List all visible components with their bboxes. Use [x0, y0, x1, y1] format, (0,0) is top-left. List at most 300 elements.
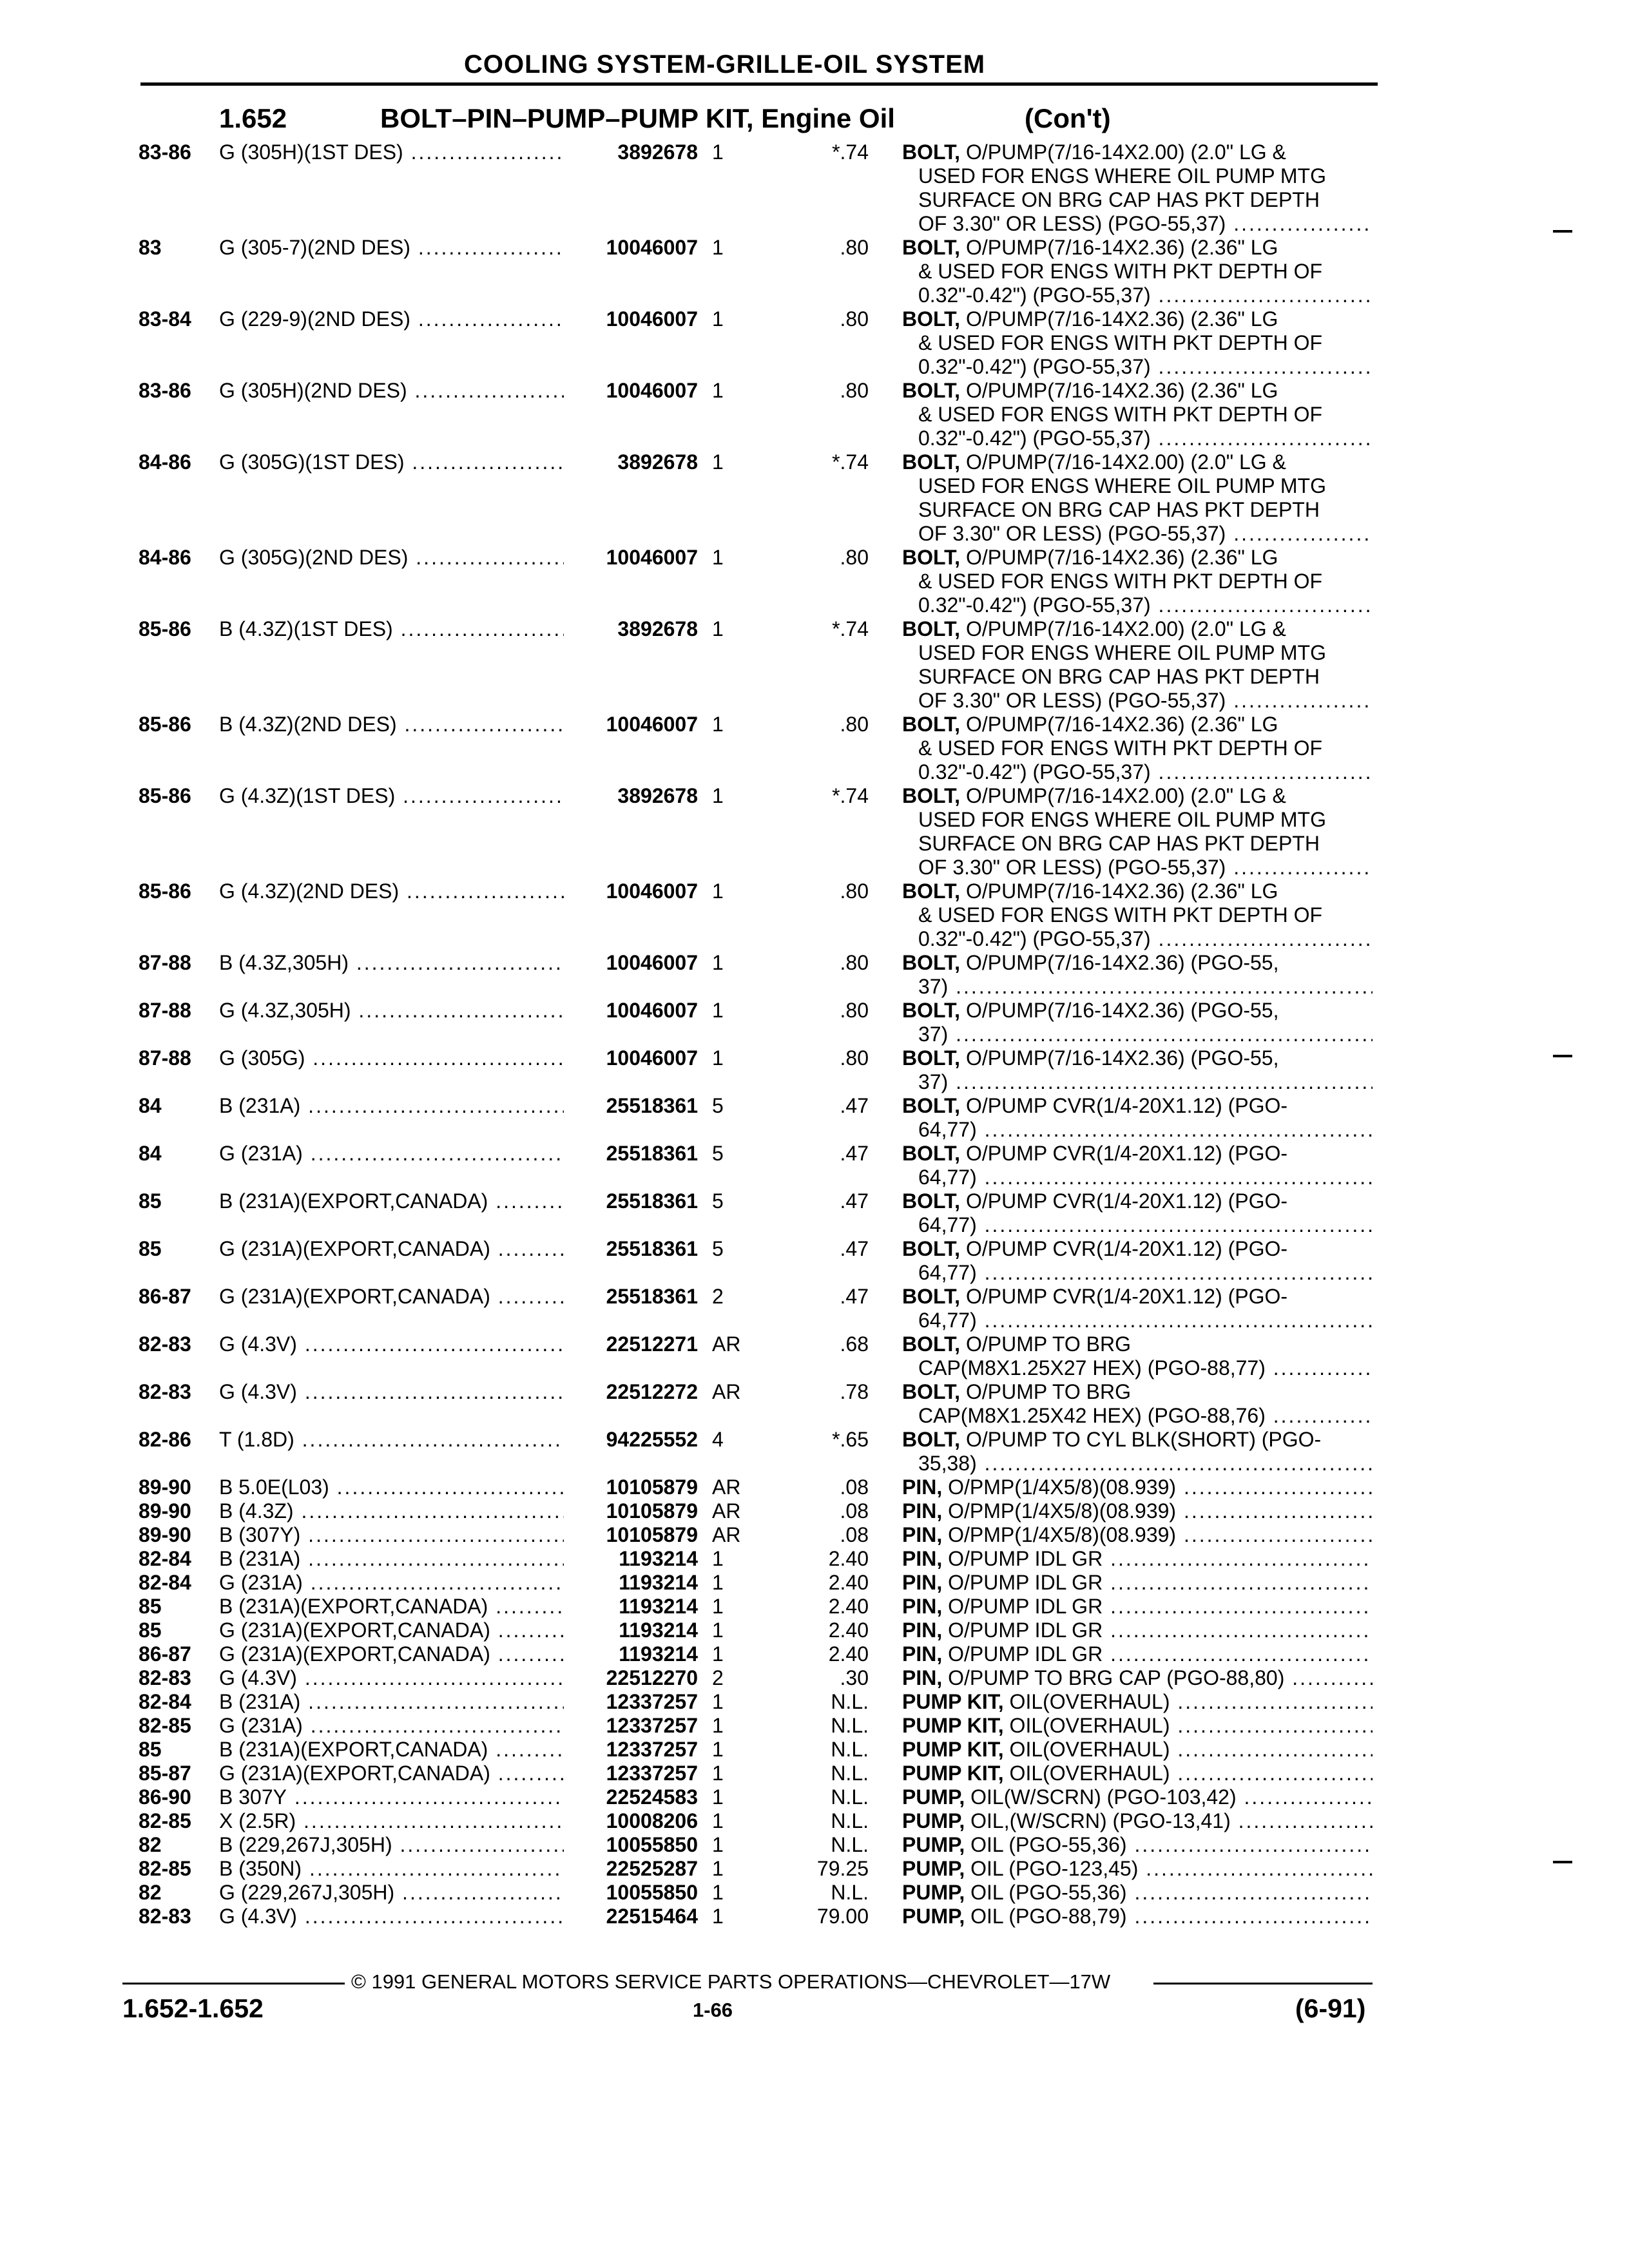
model-years: 85-86	[139, 713, 191, 736]
description-line	[902, 1738, 1373, 1762]
model-years: 82	[139, 1881, 162, 1904]
description-line	[902, 951, 1373, 975]
description	[902, 1571, 1373, 1595]
price: N.L.	[831, 1690, 869, 1713]
description	[902, 1762, 1373, 1785]
description	[902, 1142, 1373, 1189]
description-text: PIN, O/PUMP TO BRG CAP (PGO-88,80) .....	[902, 1666, 1373, 1689]
model-years: 85	[139, 1738, 162, 1761]
description-line	[902, 1094, 1373, 1118]
description-line	[902, 260, 1373, 284]
part-name: PUMP,	[902, 1881, 965, 1904]
quantity: 1	[712, 546, 724, 569]
description-text: BOLT, O/PUMP CVR(1/4-20X1.12) (PGO-	[902, 1285, 1288, 1308]
part-name: BOLT,	[902, 1380, 961, 1403]
price: .80	[840, 236, 869, 259]
description-line	[902, 1070, 1373, 1094]
part-number: 12337257	[606, 1762, 698, 1785]
part-number: 10046007	[606, 879, 698, 903]
application	[219, 1762, 564, 1785]
application	[219, 1642, 564, 1666]
application	[219, 236, 564, 260]
description-line	[902, 1452, 1373, 1475]
price: *.74	[832, 617, 869, 640]
description-line	[902, 522, 1373, 546]
description	[902, 1714, 1373, 1738]
model-years: 87-88	[139, 1046, 191, 1070]
description	[902, 1428, 1373, 1475]
application	[219, 1666, 564, 1690]
description-line	[902, 1619, 1373, 1642]
description-text: PIN, O/PMP(1/4X5/8)(08.939) .....	[902, 1499, 1373, 1523]
quantity: AR	[712, 1332, 741, 1356]
application-text: G (231A)(EXPORT,CANADA) .....	[219, 1619, 564, 1642]
description	[902, 1547, 1373, 1571]
application-text: B (231A)(EXPORT,CANADA) .....	[219, 1189, 564, 1213]
model-years: 82-85	[139, 1809, 191, 1832]
quantity: 5	[712, 1094, 724, 1117]
description-text: & USED FOR ENGS WITH PKT DEPTH OF	[918, 260, 1323, 283]
section-number: 1.652	[219, 103, 287, 133]
quantity: 2	[712, 1285, 724, 1308]
part-number: 10105879	[606, 1499, 698, 1523]
part-name: BOLT,	[902, 1046, 961, 1070]
description	[902, 1905, 1373, 1928]
part-name: PIN,	[902, 1642, 943, 1666]
footer-edition: (6-91)	[1295, 1994, 1366, 2023]
part-number: 25518361	[606, 1189, 698, 1213]
application	[219, 617, 564, 641]
price: .80	[840, 879, 869, 903]
price: 2.40	[828, 1571, 869, 1594]
description-line	[902, 975, 1373, 999]
model-years: 82-84	[139, 1690, 191, 1713]
model-years: 86-87	[139, 1642, 191, 1666]
application-text: G (4.3V) .....	[219, 1380, 564, 1403]
price: .47	[840, 1142, 869, 1165]
description	[902, 1380, 1373, 1428]
part-name: BOLT,	[902, 784, 961, 807]
description	[902, 1881, 1373, 1905]
description-line	[902, 1332, 1373, 1356]
model-years: 84	[139, 1094, 162, 1117]
model-years: 82-83	[139, 1905, 191, 1928]
price: .08	[840, 1475, 869, 1499]
description-line	[902, 784, 1373, 808]
model-years: 84	[139, 1142, 162, 1165]
price: .47	[840, 1285, 869, 1308]
description-text: SURFACE ON BRG CAP HAS PKT DEPTH	[918, 188, 1320, 211]
description	[902, 1475, 1373, 1499]
quantity: 1	[712, 951, 724, 974]
description-text: & USED FOR ENGS WITH PKT DEPTH OF	[918, 736, 1323, 760]
description-line	[902, 140, 1373, 164]
application-text: G (4.3V) .....	[219, 1666, 564, 1689]
part-number: 1193214	[619, 1595, 698, 1618]
quantity: 1	[712, 140, 724, 164]
part-name: BOLT,	[902, 236, 961, 259]
part-name: PUMP,	[902, 1905, 965, 1928]
quantity: 1	[712, 1833, 724, 1856]
application-text: G (305G)(1ST DES) .....	[219, 450, 564, 474]
part-number: 10046007	[606, 1046, 698, 1070]
part-number: 22512271	[606, 1332, 698, 1356]
application	[219, 1833, 564, 1857]
model-years: 83-86	[139, 379, 191, 402]
price: .47	[840, 1237, 869, 1260]
part-name: PIN,	[902, 1595, 943, 1618]
price: *.74	[832, 450, 869, 474]
price: .80	[840, 999, 869, 1022]
description-text: BOLT, O/PUMP(7/16-14X2.36) (PGO-55,	[902, 999, 1279, 1022]
quantity: 1	[712, 1714, 724, 1737]
description-text: SURFACE ON BRG CAP HAS PKT DEPTH	[918, 498, 1320, 521]
description	[902, 1666, 1373, 1690]
application	[219, 1690, 564, 1714]
description-line	[902, 736, 1373, 760]
application	[219, 1189, 564, 1213]
description-line	[902, 999, 1373, 1023]
description-text: OF 3.30" OR LESS) (PGO-55,37) .....	[918, 212, 1373, 235]
description-text: 64,77) .....	[918, 1118, 1373, 1141]
description	[902, 1642, 1373, 1666]
description-text: USED FOR ENGS WHERE OIL PUMP MTG	[918, 641, 1326, 664]
part-number: 10046007	[606, 546, 698, 569]
description	[902, 1738, 1373, 1762]
description-text: PIN, O/PUMP IDL GR .....	[902, 1547, 1373, 1570]
model-years: 86-87	[139, 1285, 191, 1308]
description-line	[902, 1142, 1373, 1166]
application-text: G (231A)(EXPORT,CANADA) .....	[219, 1237, 564, 1260]
part-name: PUMP KIT,	[902, 1714, 1004, 1737]
model-years: 89-90	[139, 1475, 191, 1499]
quantity: 1	[712, 1619, 724, 1642]
part-number: 12337257	[606, 1690, 698, 1713]
description-line	[902, 1714, 1373, 1738]
description-line	[902, 1595, 1373, 1619]
price: N.L.	[831, 1881, 869, 1904]
description	[902, 379, 1373, 450]
description-line	[902, 927, 1373, 951]
quantity: 1	[712, 1642, 724, 1666]
quantity: 5	[712, 1142, 724, 1165]
description-text: 0.32"-0.42") (PGO-55,37) .....	[918, 427, 1373, 450]
quantity: 1	[712, 1881, 724, 1904]
description-text: BOLT, O/PUMP TO BRG	[902, 1332, 1132, 1356]
description-line	[902, 1809, 1373, 1833]
application	[219, 379, 564, 403]
description-text: PUMP, OIL (PGO-55,36) .....	[902, 1881, 1373, 1904]
description-text: PUMP KIT, OIL(OVERHAUL) .....	[902, 1738, 1373, 1761]
model-years: 87-88	[139, 999, 191, 1022]
part-number: 22515464	[606, 1905, 698, 1928]
margin-mark	[1553, 1055, 1572, 1057]
description	[902, 546, 1373, 617]
application	[219, 1619, 564, 1642]
part-name: PIN,	[902, 1499, 943, 1523]
description-text: 0.32"-0.42") (PGO-55,37) .....	[918, 593, 1373, 617]
application	[219, 1380, 564, 1404]
footer-copyright: © 1991 GENERAL MOTORS SERVICE PARTS OPERATIONS—CHEVROLET—17W	[351, 1970, 1111, 1993]
application	[219, 307, 564, 331]
description-line	[902, 1166, 1373, 1189]
price: .47	[840, 1094, 869, 1117]
price: N.L.	[831, 1714, 869, 1737]
model-years: 82-86	[139, 1428, 191, 1451]
description-text: 37) .....	[918, 975, 1373, 998]
description	[902, 1332, 1373, 1380]
description-line	[902, 1571, 1373, 1595]
quantity: 1	[712, 1905, 724, 1928]
part-number: 22525287	[606, 1857, 698, 1880]
part-number: 25518361	[606, 1285, 698, 1308]
application-text: G (231A) .....	[219, 1571, 564, 1594]
part-number: 10046007	[606, 236, 698, 259]
description-text: 64,77) .....	[918, 1166, 1373, 1189]
description-line	[902, 1833, 1373, 1857]
part-number: 10046007	[606, 999, 698, 1022]
description-line	[902, 236, 1373, 260]
model-years: 82-83	[139, 1380, 191, 1403]
description-line	[902, 1785, 1373, 1809]
price: *.74	[832, 140, 869, 164]
description-line	[902, 1857, 1373, 1881]
price: 2.40	[828, 1547, 869, 1570]
model-years: 85	[139, 1619, 162, 1642]
price: .80	[840, 546, 869, 569]
price: .47	[840, 1189, 869, 1213]
application	[219, 1285, 564, 1309]
description-line	[902, 307, 1373, 331]
description	[902, 236, 1373, 307]
description-line	[902, 331, 1373, 355]
price: .08	[840, 1499, 869, 1523]
description-text: PUMP KIT, OIL(OVERHAUL) .....	[902, 1714, 1373, 1737]
description-text: BOLT, O/PUMP(7/16-14X2.36) (2.36" LG	[902, 546, 1278, 569]
price: .80	[840, 951, 869, 974]
description-line	[902, 903, 1373, 927]
application-text: G (305G) .....	[219, 1046, 564, 1070]
part-number: 10046007	[606, 379, 698, 402]
application	[219, 1857, 564, 1881]
description-line	[902, 355, 1373, 379]
description-line	[902, 1547, 1373, 1571]
description-text: & USED FOR ENGS WITH PKT DEPTH OF	[918, 403, 1323, 426]
description-text: SURFACE ON BRG CAP HAS PKT DEPTH	[918, 832, 1320, 855]
description-line	[902, 1213, 1373, 1237]
description-text: PIN, O/PUMP IDL GR .....	[902, 1619, 1373, 1642]
description	[902, 307, 1373, 379]
part-name: BOLT,	[902, 617, 961, 640]
description-line	[902, 427, 1373, 450]
description-text: BOLT, O/PUMP CVR(1/4-20X1.12) (PGO-	[902, 1237, 1288, 1260]
description-line	[902, 808, 1373, 832]
model-years: 82	[139, 1833, 162, 1856]
price: 2.40	[828, 1619, 869, 1642]
application-text: G (231A)(EXPORT,CANADA) .....	[219, 1642, 564, 1666]
part-name: BOLT,	[902, 879, 961, 903]
quantity: 1	[712, 999, 724, 1022]
description	[902, 1237, 1373, 1285]
application-text: X (2.5R) .....	[219, 1809, 564, 1832]
application	[219, 1714, 564, 1738]
margin-mark	[1553, 1861, 1572, 1863]
model-years: 83-84	[139, 307, 191, 331]
quantity: 1	[712, 1809, 724, 1832]
description-text: BOLT, O/PUMP(7/16-14X2.36) (2.36" LG	[902, 307, 1278, 331]
application-text: B (307Y) .....	[219, 1523, 564, 1546]
description-line	[902, 379, 1373, 403]
price: 2.40	[828, 1595, 869, 1618]
description-line	[902, 593, 1373, 617]
description-text: PIN, O/PUMP IDL GR .....	[902, 1595, 1373, 1618]
description	[902, 1595, 1373, 1619]
application-text: B (231A)(EXPORT,CANADA) .....	[219, 1738, 564, 1761]
description	[902, 1619, 1373, 1642]
part-number: 22524583	[606, 1785, 698, 1809]
description-text: SURFACE ON BRG CAP HAS PKT DEPTH	[918, 665, 1320, 688]
description	[902, 784, 1373, 879]
description-text: PIN, O/PUMP IDL GR .....	[902, 1642, 1373, 1666]
part-number: 94225552	[606, 1428, 698, 1451]
description-line	[902, 498, 1373, 522]
application-text: G (4.3Z)(1ST DES) .....	[219, 784, 564, 807]
part-number: 10105879	[606, 1475, 698, 1499]
description-text: BOLT, O/PUMP CVR(1/4-20X1.12) (PGO-	[902, 1189, 1288, 1213]
quantity: 1	[712, 713, 724, 736]
quantity: 5	[712, 1189, 724, 1213]
description	[902, 951, 1373, 999]
quantity: AR	[712, 1523, 741, 1546]
description-line	[902, 1309, 1373, 1332]
description-text: BOLT, O/PUMP(7/16-14X2.00) (2.0" LG &	[902, 140, 1286, 164]
price: .30	[840, 1666, 869, 1689]
description-line	[902, 1690, 1373, 1714]
description-line	[902, 284, 1373, 307]
page-title: COOLING SYSTEM-GRILLE-OIL SYSTEM	[464, 50, 986, 79]
description-text: PUMP KIT, OIL(OVERHAUL) .....	[902, 1762, 1373, 1785]
part-name: BOLT,	[902, 140, 961, 164]
description-text: & USED FOR ENGS WITH PKT DEPTH OF	[918, 331, 1323, 354]
description-line	[902, 641, 1373, 665]
description-line	[902, 474, 1373, 498]
description-line	[902, 1404, 1373, 1428]
application-text: B 5.0E(L03) .....	[219, 1475, 564, 1499]
price: .08	[840, 1523, 869, 1546]
description-text: 0.32"-0.42") (PGO-55,37) .....	[918, 355, 1373, 378]
model-years: 85	[139, 1237, 162, 1260]
description-text: BOLT, O/PUMP(7/16-14X2.36) (2.36" LG	[902, 713, 1278, 736]
description-text: BOLT, O/PUMP(7/16-14X2.00) (2.0" LG &	[902, 450, 1286, 474]
part-name: PUMP,	[902, 1857, 965, 1880]
part-name: BOLT,	[902, 1428, 961, 1451]
description-text: PUMP, OIL,(W/SCRN) (PGO-13,41) .....	[902, 1809, 1373, 1832]
price: .68	[840, 1332, 869, 1356]
quantity: 1	[712, 617, 724, 640]
price: N.L.	[831, 1809, 869, 1832]
application-text: B (231A) .....	[219, 1094, 564, 1117]
description	[902, 1785, 1373, 1809]
model-years: 82-85	[139, 1857, 191, 1880]
part-name: BOLT,	[902, 1142, 961, 1165]
application	[219, 1547, 564, 1571]
application-text: G (4.3Z,305H) .....	[219, 999, 564, 1022]
application-text: G (4.3V) .....	[219, 1332, 564, 1356]
model-years: 82-84	[139, 1571, 191, 1594]
description	[902, 1833, 1373, 1857]
application-text: G (229-9)(2ND DES) .....	[219, 307, 564, 331]
description	[902, 1189, 1373, 1237]
quantity: 1	[712, 307, 724, 331]
description-line	[902, 450, 1373, 474]
footer-section-range: 1.652-1.652	[122, 1994, 264, 2023]
description-text: OF 3.30" OR LESS) (PGO-55,37) .....	[918, 689, 1373, 712]
application-text: G (231A) .....	[219, 1142, 564, 1165]
quantity: 1	[712, 1690, 724, 1713]
footer-rule-left	[122, 1983, 345, 1984]
part-number: 25518361	[606, 1237, 698, 1260]
description-line	[902, 1046, 1373, 1070]
application	[219, 1785, 564, 1809]
part-number: 12337257	[606, 1738, 698, 1761]
description-line	[902, 212, 1373, 236]
description-line	[902, 570, 1373, 593]
price: N.L.	[831, 1738, 869, 1761]
description-line	[902, 1285, 1373, 1309]
description	[902, 1809, 1373, 1833]
model-years: 83-86	[139, 140, 191, 164]
part-number: 10046007	[606, 713, 698, 736]
application-text: G (305G)(2ND DES) .....	[219, 546, 564, 569]
description-line	[902, 1642, 1373, 1666]
application-text: G (4.3V) .....	[219, 1905, 564, 1928]
part-name: PUMP,	[902, 1809, 965, 1832]
model-years: 82-83	[139, 1666, 191, 1689]
application-text: G (4.3Z)(2ND DES) .....	[219, 879, 564, 903]
quantity: 1	[712, 1857, 724, 1880]
description-text: OF 3.30" OR LESS) (PGO-55,37) .....	[918, 522, 1373, 545]
description-line	[902, 879, 1373, 903]
description-line	[902, 1380, 1373, 1404]
quantity: 1	[712, 1762, 724, 1785]
part-name: PUMP KIT,	[902, 1738, 1004, 1761]
description-text: BOLT, O/PUMP(7/16-14X2.36) (2.36" LG	[902, 236, 1278, 259]
application-text: B (4.3Z,305H) .....	[219, 951, 564, 974]
model-years: 85-86	[139, 784, 191, 807]
application	[219, 546, 564, 570]
description-text: BOLT, O/PUMP(7/16-14X2.00) (2.0" LG &	[902, 784, 1286, 807]
section-continued: (Con't)	[1025, 103, 1111, 133]
description	[902, 1857, 1373, 1881]
price: .80	[840, 713, 869, 736]
description	[902, 999, 1373, 1046]
part-name: PUMP,	[902, 1785, 965, 1809]
description-line	[902, 1428, 1373, 1452]
part-name: BOLT,	[902, 951, 961, 974]
description-text: & USED FOR ENGS WITH PKT DEPTH OF	[918, 903, 1323, 927]
model-years: 84-86	[139, 546, 191, 569]
part-name: PIN,	[902, 1666, 943, 1689]
price: *.74	[832, 784, 869, 807]
model-years: 85-86	[139, 617, 191, 640]
application-text: B (4.3Z) .....	[219, 1499, 564, 1523]
application-text: G (305H)(1ST DES) .....	[219, 140, 564, 164]
description-line	[902, 760, 1373, 784]
part-number: 10008206	[606, 1809, 698, 1832]
application	[219, 1046, 564, 1070]
part-name: PUMP,	[902, 1833, 965, 1856]
price: .78	[840, 1380, 869, 1403]
